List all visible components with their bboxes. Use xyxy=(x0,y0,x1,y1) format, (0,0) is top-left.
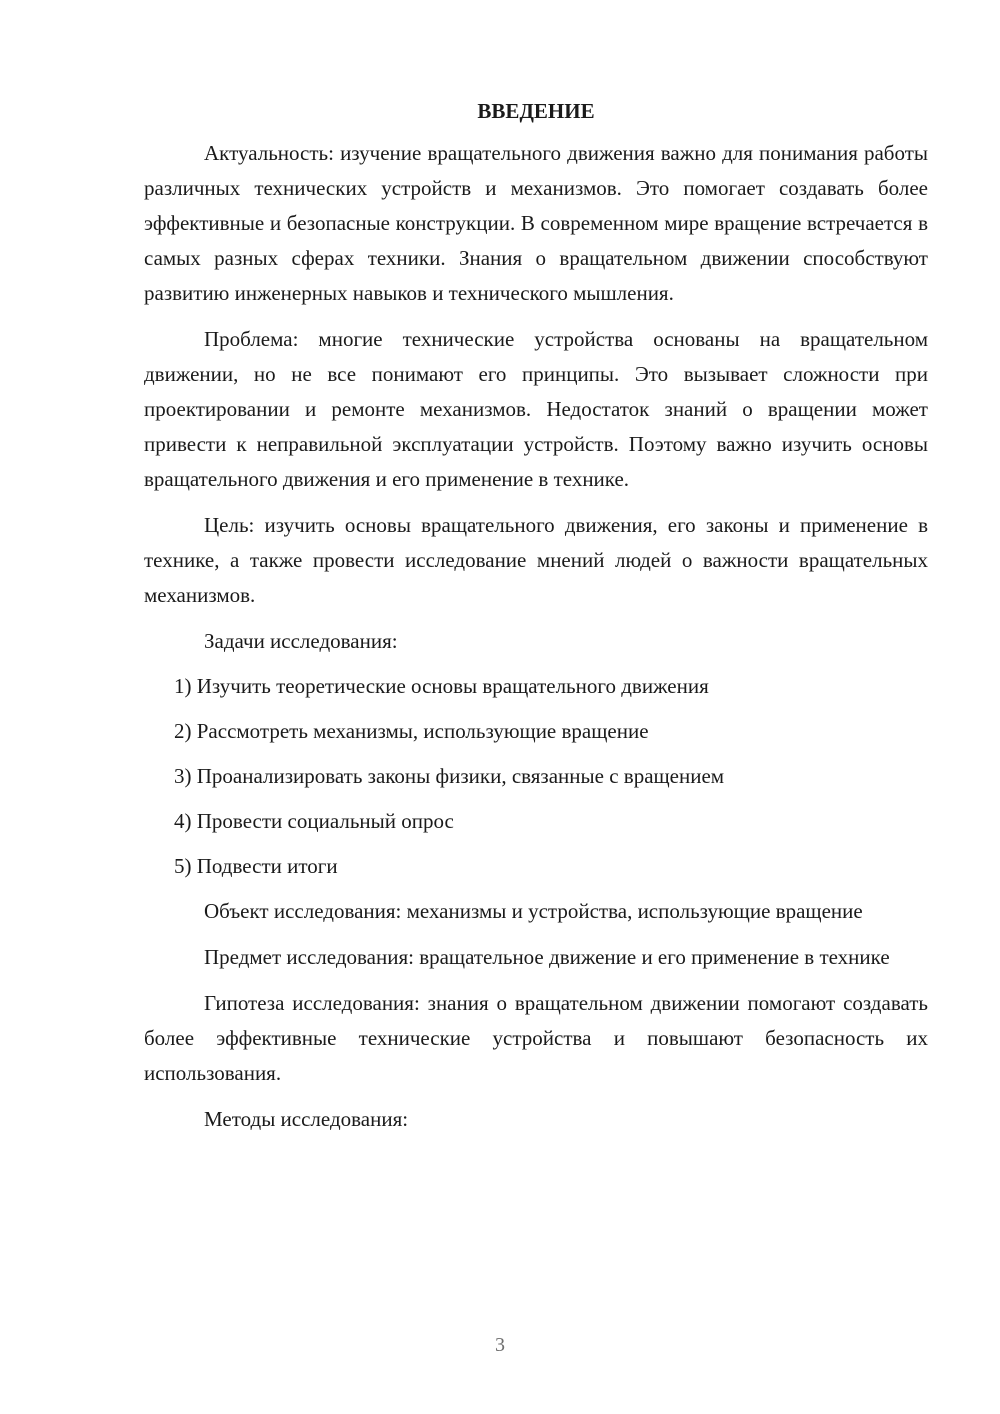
methods-heading: Методы исследования: xyxy=(204,1107,409,1131)
problem-paragraph: Проблема: многие технические устройства основаны на вращательном движении, но не все понимают его принципы. Это вызывает сложности при проектировании и ремонте механизмов. Недостаток знаний о вращении может привести к неправильной эксплуатации устройств. Поэтому важно изучить основы вращательного движения и его применение в технике. xyxy=(144,327,928,491)
task-item-2: 2) Рассмотреть механизмы, использующие вращение xyxy=(174,719,649,743)
task-item-3: 3) Проанализировать законы физики, связанные с вращением xyxy=(174,764,725,788)
document-page xyxy=(144,96,928,1147)
task-item-5: 5) Подвести итоги xyxy=(174,854,338,878)
page-number: 3 xyxy=(495,1334,505,1356)
relevance-paragraph: Актуальность: изучение вращательного движения важно для понимания работы различных технических устройств и механизмов. Это помогает создавать более эффективные и безопасные конструкции. В современном мире вращение встречается в самых разных сферах техники. Знания о вращательном движении способствуют развитию инженерных навыков и технического мышления. xyxy=(144,141,928,305)
tasks-heading: Задачи исследования: xyxy=(204,629,398,653)
hypothesis-paragraph: Гипотеза исследования: знания о вращательном движении помогают создавать более эффективные технические устройства и повышают безопасность их использования. xyxy=(144,991,928,1085)
section-title: ВВЕДЕНИЕ xyxy=(477,99,595,123)
task-item-4: 4) Провести социальный опрос xyxy=(174,809,454,833)
object-paragraph: Объект исследования: механизмы и устройства, использующие вращение xyxy=(204,899,863,923)
goal-paragraph: Цель: изучить основы вращательного движения, его законы и применение в технике, а также провести исследование мнений людей о важности вращательных механизмов. xyxy=(144,513,928,607)
tasks-list xyxy=(144,669,928,884)
task-item-1: 1) Изучить теоретические основы вращательного движения xyxy=(174,674,709,698)
subject-paragraph: Предмет исследования: вращательное движение и его применение в технике xyxy=(204,945,890,969)
